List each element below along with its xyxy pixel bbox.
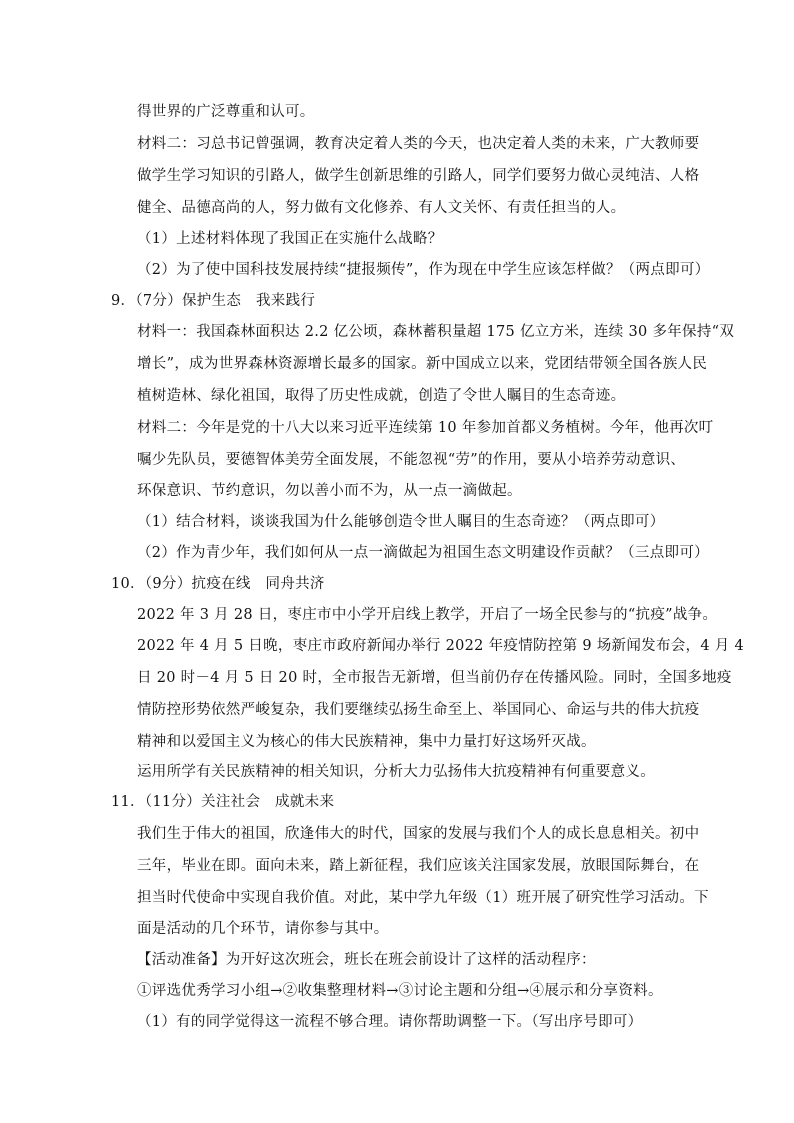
text-line: 【活动准备】为开好这次班会，班长在班会前设计了这样的活动程序： xyxy=(137,952,596,968)
text-line: 材料二：今年是党的十八大以来习近平连续第 10 年参加首都义务植树。今年，他再次叮 xyxy=(137,420,714,436)
text-line: 增长”，成为世界森林资源增长最多的国家。新中国成立以来，党团结带领全国各族人民 xyxy=(137,356,708,372)
activity-steps: ①评选优秀学习小组→②收集整理材料→③讨论主题和分组→④展示和分享资料。 xyxy=(137,983,663,999)
sub-question: （1）结合材料，谈谈我国为什么能够创造令世人瞩目的生态奇迹？（两点即可） xyxy=(137,514,665,530)
text-line: 得世界的广泛尊重和认可。 xyxy=(137,104,315,120)
text-line: 我们生于伟大的祖国，欣逢伟大的时代，国家的发展与我们个人的成长息息相关。初中 xyxy=(137,826,700,842)
text-line: 做学生学习知识的引路人，做学生创新思维的引路人，同学们要努力做心灵纯洁、人格 xyxy=(137,168,700,184)
text-line: 运用所学有关民族精神的相关知识，分析大力弘扬伟大抗疫精神有何重要意义。 xyxy=(137,764,655,780)
text-line: 面是活动的几个环节，请你参与其中。 xyxy=(137,921,389,937)
text-line: 材料一：我国森林面积达 2.2 亿公顷，森林蓄积量超 175 亿立方米，连续 30 多年保持“双 xyxy=(137,324,735,340)
text-line: 2022 年 3 月 28 日，枣庄市中小学开启线上教学，开启了一场全民参与的“抗疫”战争。 xyxy=(137,607,718,623)
text-line: 三年，毕业在即。面向未来，踏上新征程，我们应该关注国家发展，放眼国际舞台，在 xyxy=(137,858,700,874)
text-line: 植树造林、绿化祖国，取得了历史性成就，创造了令世人瞩目的生态奇迹。 xyxy=(137,388,626,404)
text-line: 材料二：习总书记曾强调，教育决定着人类的今天，也决定着人类的未来，广大教师要 xyxy=(137,136,700,152)
sub-question: （1）有的同学觉得这一流程不够合理。请你帮助调整一下。（写出序号即可） xyxy=(137,1014,643,1030)
text-line: 环保意识、节约意识，勿以善小而不为，从一点一滴做起。 xyxy=(137,483,522,499)
question-heading: 9．（7分）保护生态 我来践行 xyxy=(111,293,316,309)
text-line: 精神和以爱国主义为核心的伟大民族精神，集中力量打好这场歼灭战。 xyxy=(137,734,596,750)
text-line: 担当时代使命中实现自我价值。对此，某中学九年级（1）班开展了研究性学习活动。下 xyxy=(137,890,709,906)
text-line: 健全、品德高尚的人，努力做有文化修养、有人文关怀、有责任担当的人。 xyxy=(137,200,626,216)
sub-question: （2）作为青少年，我们如何从一点一滴做起为祖国生态文明建设作贡献？（三点即可） xyxy=(137,545,709,561)
text-line: 2022 年 4 月 5 日晚，枣庄市政府新闻办举行 2022 年疫情防控第 9 场新闻发布会，4 月 4 xyxy=(137,638,745,654)
text-line: 日 20 时－4 月 5 日 20 时，全市报告无新增，但当前仍存在传播风险。同时，全国多地疫 xyxy=(137,670,732,686)
text-line: 嘱少先队员，要德智体美劳全面发展，不能忽视“劳”的作用，要从小培养劳动意识、 xyxy=(137,452,686,468)
sub-question: （2）为了使中国科技发展持续“捷报频传”，作为现在中学生应该怎样做？（两点即可） xyxy=(137,262,710,278)
text-line: 情防控形势依然严峻复杂，我们要继续弘扬生命至上、举国同心、命运与共的伟大抗疫 xyxy=(137,702,700,718)
sub-question: （1）上述材料体现了我国正在实施什么战略？ xyxy=(137,231,443,247)
question-heading: 11．（11分）关注社会 成就未来 xyxy=(111,794,335,810)
question-heading: 10．（9分）抗疫在线 同舟共济 xyxy=(111,576,325,592)
